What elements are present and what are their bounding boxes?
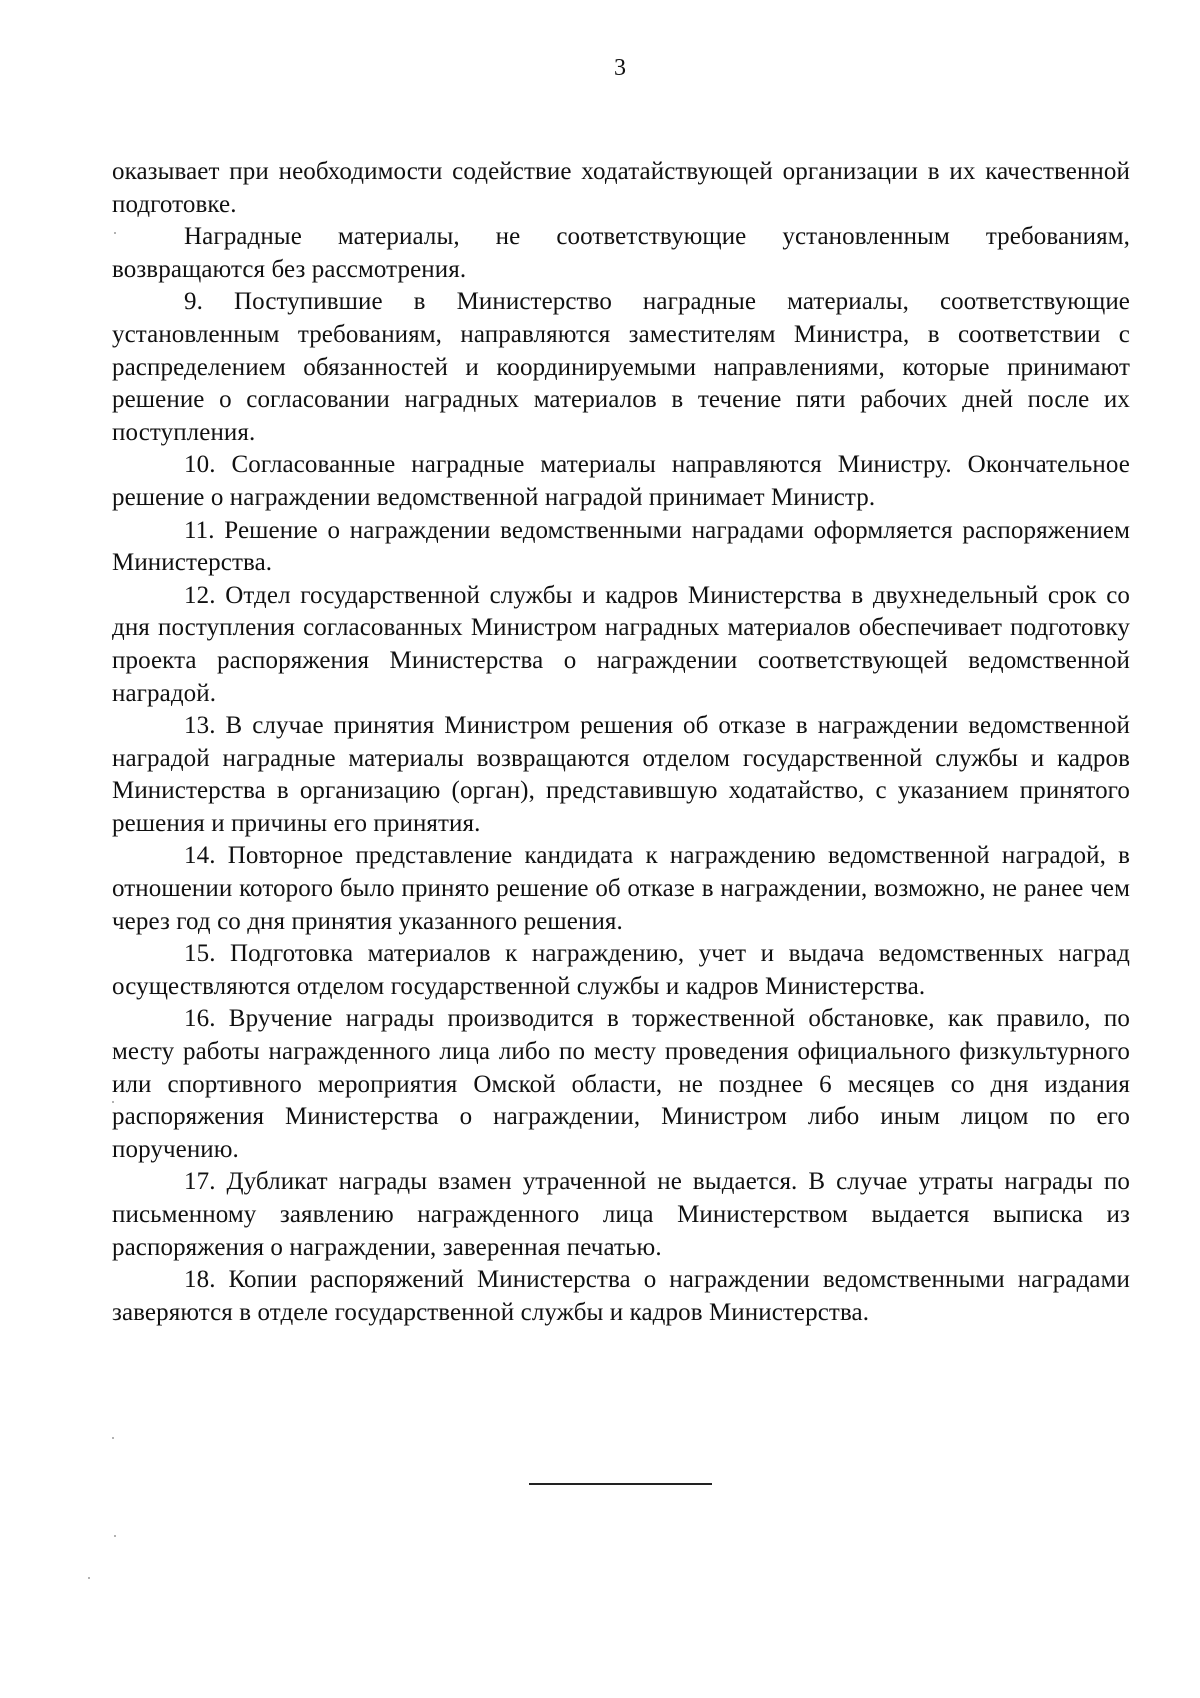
paragraph-rejected-materials: Наградные материалы, не соответствующие установленным требованиям, возвращаются без рассмотрения. — [112, 223, 1130, 283]
scan-speck — [112, 1437, 114, 1439]
paragraph-11: 11. Решение о награждении ведомственными наградами оформляется распоряжением Министерства. — [112, 516, 1130, 577]
paragraph-9: 9. Поступившие в Министерство наградные материалы, соответствующие установленным требованиям, направляются заместителям Министра, в соответствии с распределением обязанностей и координируемыми направлениями, которые принимают решение о согласовании наградных материалов в течение пяти рабочих дней после их поступления. — [112, 288, 1130, 446]
paragraph-17: 17. Дубликат награды взамен утраченной не выдается. В случае утраты награды по письменному заявлению награжденного лица Министерством выдается выписка из распоряжения о награждении, заверенная печатью. — [112, 1168, 1130, 1261]
paragraph-15: 15. Подготовка материалов к награждению, учет и выдача ведомственных наград осуществляются отделом государственной службы и кадров Министерства. — [112, 940, 1130, 1000]
scan-speck — [88, 1577, 90, 1579]
paragraph-16: 16. Вручение награды производится в торжественной обстановке, как правило, по месту работы награжденного лица либо по месту проведения официального физкультурного или спортивного мероприятия Омской области, не позднее 6 месяцев со дня издания распоряжения Министерства о награждении, Министром либо иным лицом по его поручению. — [112, 1005, 1130, 1163]
paragraph-14: 14. Повторное представление кандидата к награждению ведомственной наградой, в отношении которого было принято решение об отказе в награждении, возможно, не ранее чем через год со дня принятия указанного решения. — [112, 842, 1130, 935]
scan-speck — [114, 1535, 116, 1537]
paragraph-12: 12. Отдел государственной службы и кадров Министерства в двухнедельный срок со дня поступления согласованных Министром наградных материалов обеспечивает подготовку проекта распоряжения Министерства о награждении соответствующей ведомственной наградой. — [112, 581, 1130, 707]
paragraph-10: 10. Согласованные наградные материалы направляются Министру. Окончательное решение о награждении ведомственной наградой принимает Министр. — [112, 451, 1130, 511]
paragraph-18: 18. Копии распоряжений Министерства о награждении ведомственными наградами заверяются в отделе государственной службы и кадров Министерства. — [112, 1266, 1130, 1326]
paragraph-continuation: оказывает при необходимости содействие ходатайствующей организации в их качественной подготовке. — [112, 158, 1130, 218]
scan-speck — [112, 1101, 114, 1103]
paragraph-13: 13. В случае принятия Министром решения об отказе в награждении ведомственной наградой наградные материалы возвращаются отделом государственной службы и кадров Министерства в организацию (орган), представившую ходатайство, с указанием принятого решения и причины его принятия. — [112, 712, 1130, 837]
end-of-document-rule — [529, 1483, 712, 1485]
scan-speck — [114, 232, 116, 234]
document-body — [112, 156, 1130, 1329]
page-number: 3 — [614, 55, 626, 81]
